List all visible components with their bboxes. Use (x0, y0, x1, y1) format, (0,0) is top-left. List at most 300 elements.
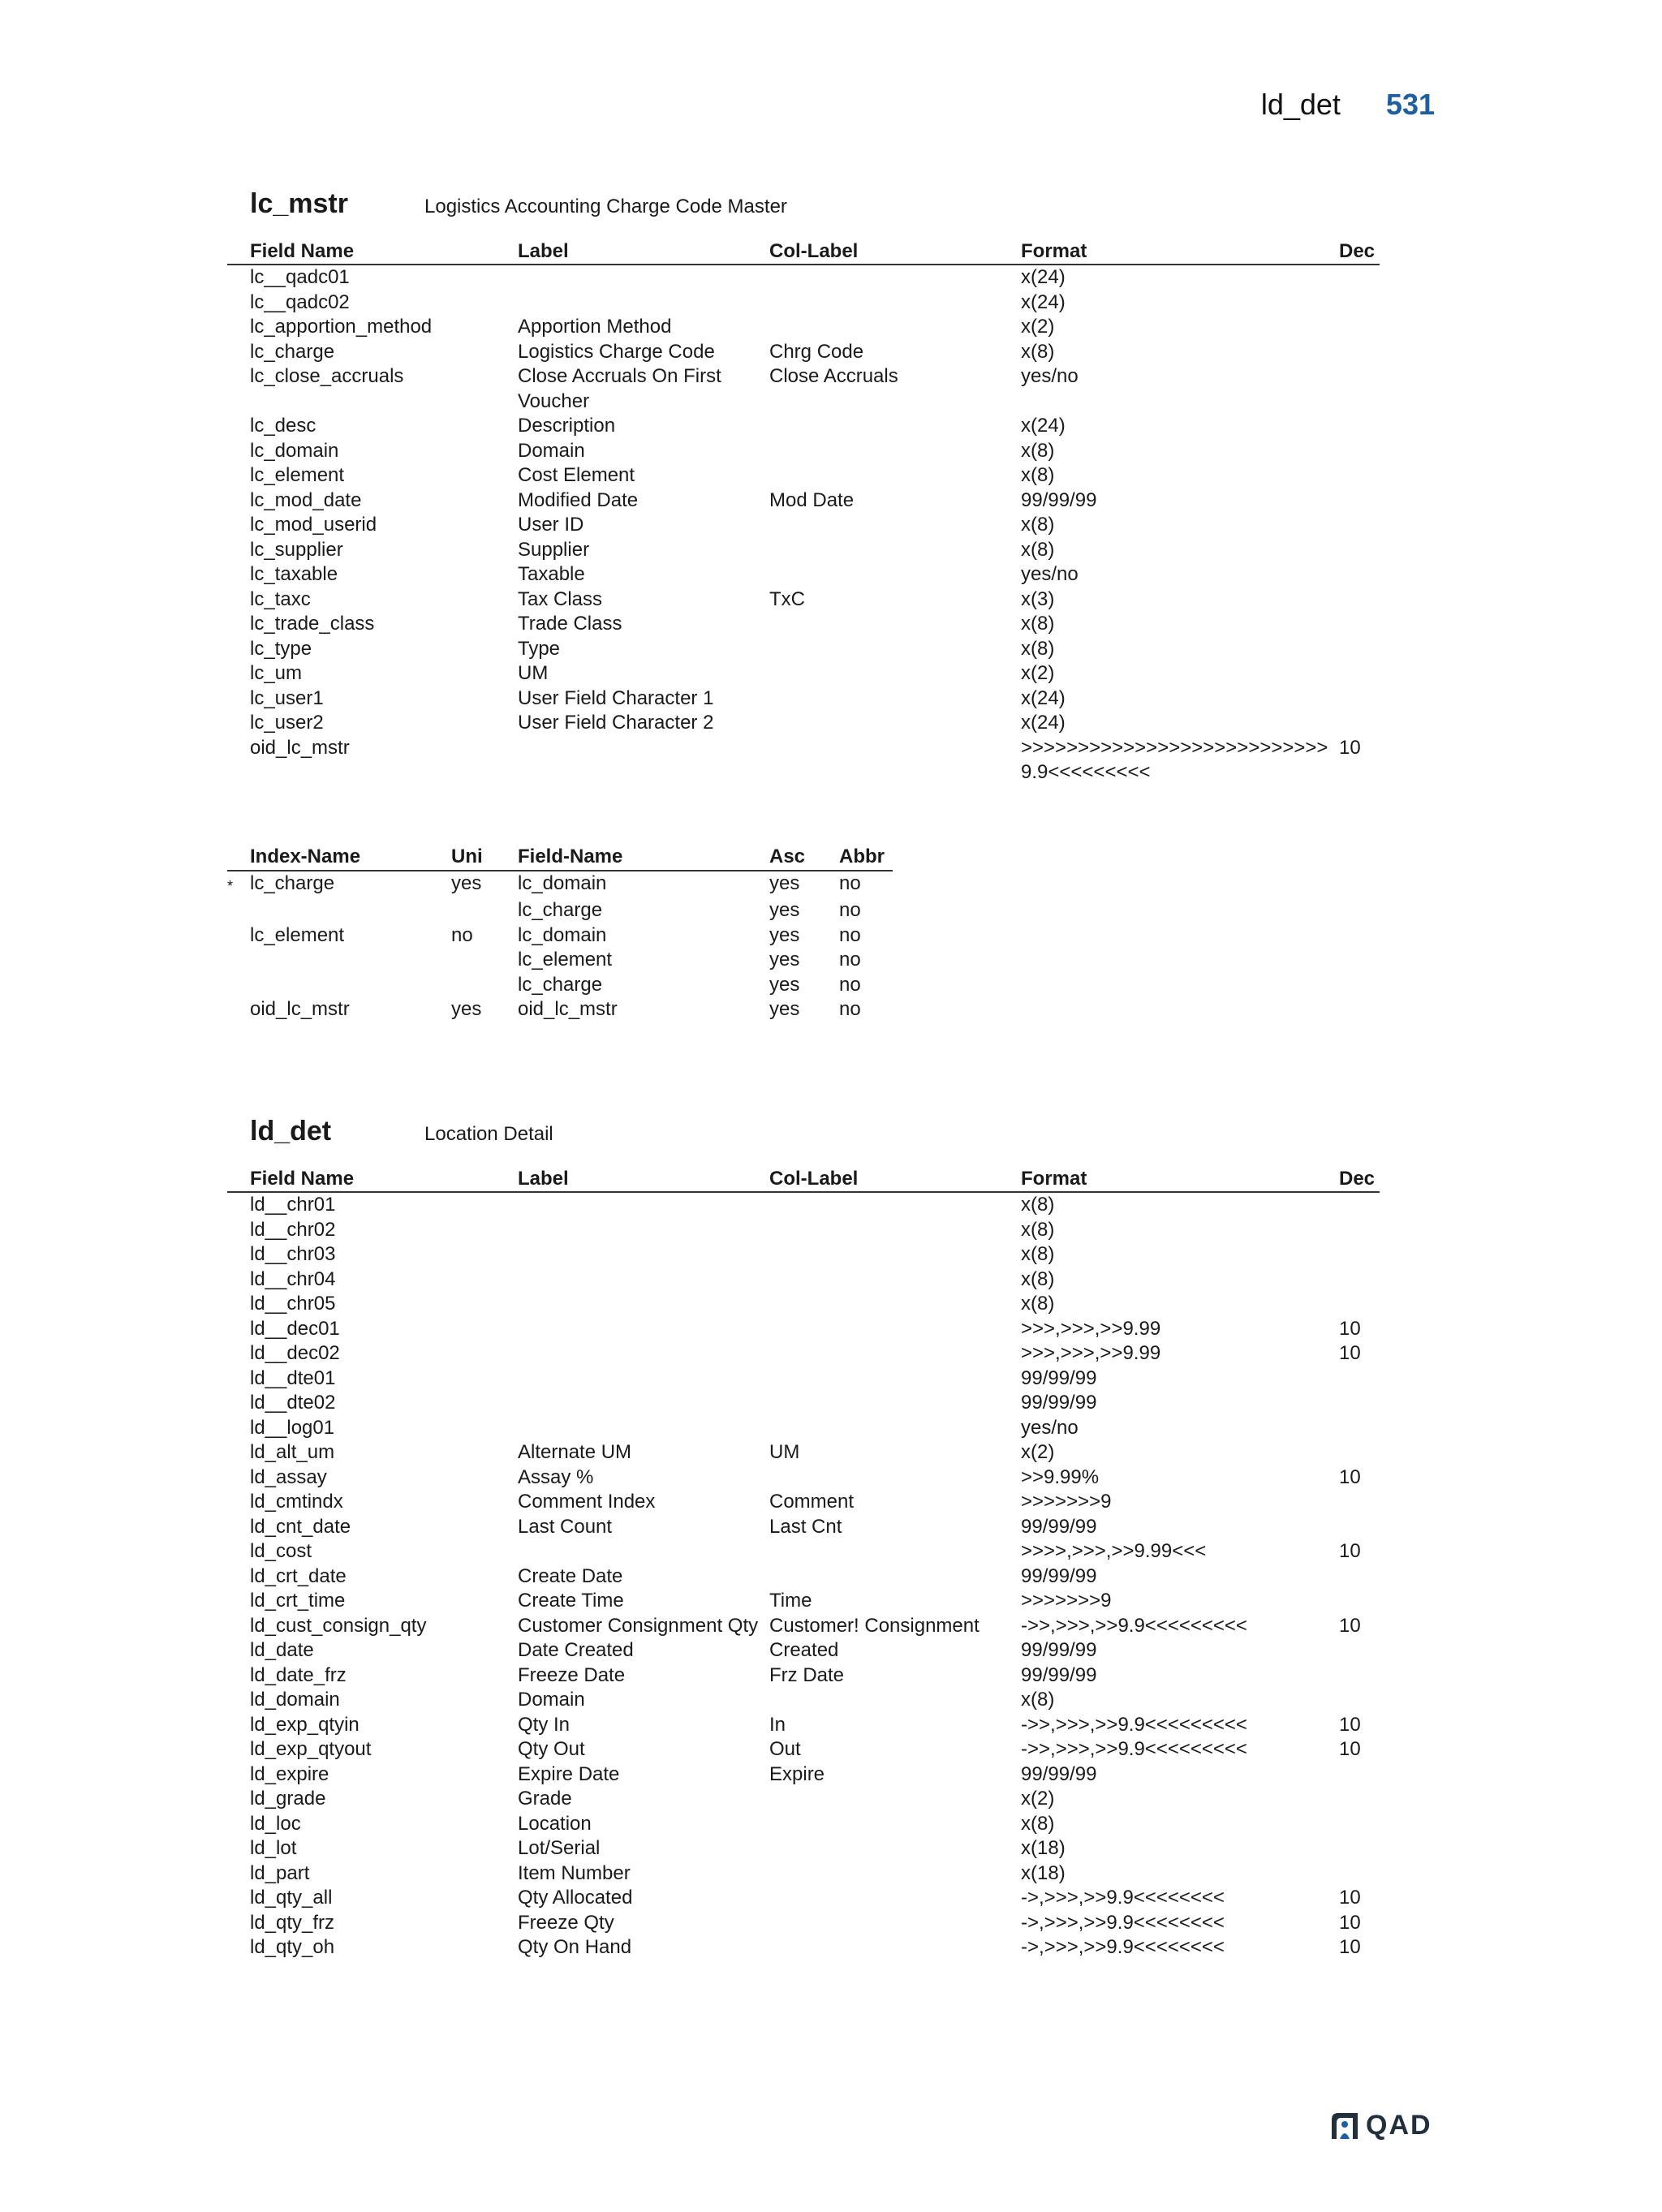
field-name-cell: ld__chr03 (250, 1243, 336, 1265)
table-row (227, 290, 1380, 316)
format-cell: x(8) (1021, 1293, 1055, 1315)
index-name-cell: oid_lc_mstr (250, 998, 350, 1020)
format-cell: ->>,>>>,>>9.9<<<<<<<<< (1021, 1614, 1247, 1637)
format-cell: x(8) (1021, 613, 1055, 635)
abbr-cell: no (839, 899, 861, 921)
format-cell: yes/no (1021, 365, 1079, 387)
format-cell: x(8) (1021, 340, 1055, 363)
label-cell: Qty On Hand (518, 1936, 632, 1958)
field-name-cell: lc_taxc (250, 587, 311, 610)
label-cell (518, 1317, 769, 1342)
row-spacer (227, 1292, 250, 1317)
format-cell: ->,>>>,>>9.9<<<<<<<< (1021, 1936, 1225, 1958)
row-spacer (227, 736, 250, 785)
primary-index-marker (227, 973, 250, 998)
row-spacer (227, 1713, 250, 1738)
dec-cell (1339, 1218, 1380, 1243)
row-spacer (227, 315, 250, 340)
format-cell: >>>>>>>>>>>>>>>>>>>>>>>>>>>9.9<<<<<<<<< (1021, 736, 1328, 783)
col-label-cell: Mod Date (769, 488, 855, 511)
table-row (227, 513, 1380, 538)
field-name-cell: lc_apportion_method (250, 316, 433, 338)
field-name-cell: ld_crt_time (250, 1590, 346, 1612)
header-spacer (227, 1165, 250, 1192)
dec-cell (1339, 1589, 1380, 1614)
dec-cell: 10 (1339, 1342, 1361, 1364)
row-spacer (227, 1589, 250, 1614)
field-name-cell: ld_alt_um (250, 1441, 335, 1463)
table-row (227, 1440, 1380, 1465)
field-name-cell: ld__log01 (250, 1416, 335, 1439)
format-cell: x(8) (1021, 1194, 1055, 1216)
row-spacer (227, 1935, 250, 1960)
col-label-cell: Out (769, 1738, 801, 1760)
dec-cell (1339, 1440, 1380, 1465)
table-row (227, 1762, 1380, 1788)
dec-cell (1339, 1787, 1380, 1812)
label-cell: Date Created (518, 1639, 634, 1661)
index-field-cell: lc_domain (518, 871, 607, 894)
field-name-cell: lc_user1 (250, 686, 324, 709)
row-spacer (227, 488, 250, 514)
dec-cell (1339, 1515, 1380, 1540)
dec-cell (1339, 1366, 1380, 1392)
col-label-cell (769, 1192, 1021, 1218)
row-spacer (227, 290, 250, 316)
label-cell: Item Number (518, 1861, 631, 1884)
field-name-cell: ld_qty_oh (250, 1936, 335, 1958)
table-row (227, 1564, 1380, 1590)
format-cell: yes/no (1021, 1416, 1079, 1439)
field-name-cell: ld_exp_qtyout (250, 1738, 372, 1760)
label-cell (518, 1391, 769, 1416)
table-row (227, 1416, 1380, 1441)
col-header-asc: Asc (769, 844, 839, 871)
dec-cell (1339, 290, 1380, 316)
dec-cell (1339, 1242, 1380, 1267)
table-row (227, 1911, 1380, 1936)
unique-cell (451, 973, 518, 998)
col-label-cell (769, 711, 1021, 736)
col-label-cell (769, 637, 1021, 662)
table-row (227, 1836, 1380, 1861)
field-name-cell: ld_expire (250, 1762, 329, 1785)
section-header (250, 188, 1380, 220)
format-cell: >>>>>>>9 (1021, 1590, 1112, 1612)
field-name-cell: ld_assay (250, 1465, 327, 1488)
dec-cell (1339, 1638, 1380, 1663)
field-name-cell: lc_supplier (250, 538, 343, 561)
dec-cell: 10 (1339, 1887, 1361, 1909)
col-label-cell (769, 1267, 1021, 1293)
col-label-cell (769, 463, 1021, 488)
col-label-cell: Time (769, 1590, 812, 1612)
format-cell: >>>>,>>>,>>9.99<<< (1021, 1540, 1207, 1562)
label-cell: Supplier (518, 538, 590, 561)
dec-cell (1339, 414, 1380, 439)
format-cell: ->,>>>,>>9.9<<<<<<<< (1021, 1887, 1225, 1909)
label-cell: Tax Class (518, 587, 603, 610)
dec-cell: 10 (1339, 1713, 1361, 1736)
label-cell: Qty Allocated (518, 1887, 633, 1909)
index-row (227, 997, 893, 1022)
row-spacer (227, 1688, 250, 1713)
table-row (227, 488, 1380, 514)
col-label-cell (769, 1861, 1021, 1887)
dec-cell (1339, 315, 1380, 340)
dec-cell: 10 (1339, 1465, 1361, 1488)
col-label-cell (769, 1366, 1021, 1392)
primary-index-marker (227, 997, 250, 1022)
col-label-cell (769, 1812, 1021, 1837)
dec-cell (1339, 513, 1380, 538)
col-label-cell (769, 612, 1021, 637)
row-spacer (227, 414, 250, 439)
format-cell: 99/99/99 (1021, 1663, 1097, 1686)
label-cell (518, 1292, 769, 1317)
label-cell: UM (518, 662, 549, 684)
index-name-cell: lc_charge (250, 871, 335, 894)
label-cell: Expire Date (518, 1762, 620, 1785)
row-spacer (227, 340, 250, 365)
row-spacer (227, 562, 250, 587)
label-cell: Create Date (518, 1564, 623, 1587)
col-label-cell (769, 1564, 1021, 1590)
col-label-cell: Expire (769, 1762, 825, 1785)
dec-cell (1339, 463, 1380, 488)
col-label-cell (769, 414, 1021, 439)
table-row (227, 1688, 1380, 1713)
format-cell: x(18) (1021, 1837, 1066, 1859)
field-name-cell: ld__chr04 (250, 1267, 336, 1290)
field-table (227, 238, 1380, 785)
primary-index-marker (227, 948, 250, 973)
row-spacer (227, 1614, 250, 1639)
label-cell (518, 1242, 769, 1267)
asc-cell: yes (769, 899, 800, 921)
col-label-cell (769, 1886, 1021, 1911)
label-cell (518, 1416, 769, 1441)
abbr-cell: no (839, 871, 861, 894)
table-row (227, 1515, 1380, 1540)
table-row (227, 1663, 1380, 1689)
dec-cell: 10 (1339, 1911, 1361, 1934)
label-cell: Customer Consignment Qty (518, 1614, 759, 1637)
qad-logo-icon (1328, 2111, 1361, 2141)
asc-cell: yes (769, 871, 800, 894)
field-name-cell: lc_um (250, 662, 303, 684)
index-row (227, 871, 893, 899)
field-name-cell: ld_cnt_date (250, 1515, 351, 1538)
label-cell (518, 290, 769, 316)
table-row (227, 711, 1380, 736)
label-cell: Qty Out (518, 1738, 585, 1760)
format-cell: x(3) (1021, 587, 1055, 610)
row-spacer (227, 661, 250, 686)
row-spacer (227, 1416, 250, 1441)
row-spacer (227, 1564, 250, 1590)
field-name-cell: ld__chr01 (250, 1194, 336, 1216)
field-name-cell: ld_lot (250, 1837, 297, 1859)
table-row (227, 1713, 1380, 1738)
table-row (227, 1292, 1380, 1317)
row-spacer (227, 1242, 250, 1267)
col-header-col-label: Col-Label (769, 1165, 1021, 1192)
col-label-cell (769, 1935, 1021, 1960)
table-row (227, 1812, 1380, 1837)
col-header-format: Format (1021, 1165, 1339, 1192)
table-row (227, 1366, 1380, 1392)
dec-cell (1339, 364, 1380, 414)
primary-index-marker: * (227, 877, 234, 894)
format-cell: x(8) (1021, 1689, 1055, 1711)
label-cell: Qty In (518, 1713, 571, 1736)
table-row (227, 1737, 1380, 1762)
col-label-cell: Customer! Consignment (769, 1614, 980, 1637)
format-cell: >>9.99% (1021, 1465, 1100, 1488)
field-name-cell: ld_qty_frz (250, 1911, 335, 1934)
format-cell: x(8) (1021, 538, 1055, 561)
label-cell: Trade Class (518, 613, 622, 635)
col-label-cell (769, 265, 1021, 290)
field-table (227, 1165, 1380, 1960)
table-row (227, 1267, 1380, 1293)
label-cell (518, 1539, 769, 1564)
row-spacer (227, 612, 250, 637)
index-name-cell (250, 973, 451, 998)
unique-cell: yes (451, 998, 482, 1020)
dec-cell (1339, 587, 1380, 613)
dec-cell (1339, 1192, 1380, 1218)
col-label-cell (769, 562, 1021, 587)
format-cell: x(24) (1021, 266, 1066, 288)
label-cell: Description (518, 415, 616, 437)
format-cell: >>>,>>>,>>9.99 (1021, 1317, 1161, 1340)
dec-cell (1339, 1564, 1380, 1590)
field-name-cell: ld_loc (250, 1812, 301, 1835)
col-label-cell: TxC (769, 587, 805, 610)
format-cell: ->>,>>>,>>9.9<<<<<<<<< (1021, 1713, 1247, 1736)
col-label-cell (769, 1836, 1021, 1861)
table-row (227, 1787, 1380, 1812)
field-name-cell: lc_trade_class (250, 613, 375, 635)
dec-cell (1339, 1292, 1380, 1317)
label-cell: Domain (518, 439, 585, 462)
field-name-cell: lc_domain (250, 439, 339, 462)
table-row (227, 1465, 1380, 1491)
label-cell: Grade (518, 1788, 572, 1810)
field-name-cell: lc_close_accruals (250, 365, 404, 387)
field-name-cell: ld_date (250, 1639, 314, 1661)
format-cell: ->,>>>,>>9.9<<<<<<<< (1021, 1911, 1225, 1934)
row-spacer (227, 587, 250, 613)
label-cell: Location (518, 1812, 592, 1835)
col-label-cell (769, 1341, 1021, 1366)
field-name-cell: ld__dec02 (250, 1342, 340, 1364)
col-label-cell (769, 1242, 1021, 1267)
row-spacer (227, 439, 250, 464)
format-cell: 99/99/99 (1021, 1366, 1097, 1389)
index-row (227, 898, 893, 923)
section-title: ld_det (250, 1116, 332, 1147)
field-name-cell: lc_type (250, 637, 312, 660)
col-label-cell (769, 736, 1021, 785)
col-label-cell: Last Cnt (769, 1515, 842, 1538)
field-table-body (227, 265, 1380, 785)
label-cell: Modified Date (518, 488, 639, 511)
row-spacer (227, 265, 250, 290)
index-field-cell: oid_lc_mstr (518, 998, 618, 1020)
col-label-cell (769, 538, 1021, 563)
field-name-cell: lc_mod_date (250, 488, 362, 511)
field-name-cell: lc_user2 (250, 712, 324, 734)
table-row (227, 1861, 1380, 1887)
table-row (227, 463, 1380, 488)
format-cell: x(2) (1021, 662, 1055, 684)
field-name-cell: lc__qadc01 (250, 266, 350, 288)
label-cell: User Field Character 2 (518, 712, 714, 734)
row-spacer (227, 538, 250, 563)
label-cell (518, 1267, 769, 1293)
col-label-cell (769, 1391, 1021, 1416)
format-cell: ->>,>>>,>>9.9<<<<<<<<< (1021, 1738, 1247, 1760)
col-label-cell (769, 513, 1021, 538)
row-spacer (227, 1539, 250, 1564)
dec-cell (1339, 1416, 1380, 1441)
col-header-field-name: Field Name (250, 238, 518, 265)
table-row (227, 340, 1380, 365)
field-name-cell: lc_charge (250, 340, 335, 363)
label-cell: Last Count (518, 1515, 613, 1538)
table-row (227, 1218, 1380, 1243)
table-row (227, 1589, 1380, 1614)
dec-cell (1339, 1391, 1380, 1416)
dec-cell (1339, 1663, 1380, 1689)
field-name-cell: ld_exp_qtyin (250, 1713, 360, 1736)
header-spacer (227, 238, 250, 265)
field-name-cell: lc__qadc02 (250, 290, 350, 313)
col-header-label: Label (518, 238, 769, 265)
table-row (227, 1192, 1380, 1218)
section-description: Location Detail (424, 1123, 553, 1145)
field-name-cell: ld__chr02 (250, 1218, 336, 1241)
format-cell: x(8) (1021, 439, 1055, 462)
format-cell: x(8) (1021, 1243, 1055, 1265)
col-label-cell (769, 1787, 1021, 1812)
label-cell: Taxable (518, 563, 585, 585)
section-description: Logistics Accounting Charge Code Master (424, 196, 787, 217)
table-row (227, 1391, 1380, 1416)
qad-logo (1328, 2110, 1432, 2141)
row-spacer (227, 1836, 250, 1861)
primary-index-marker (227, 898, 250, 923)
abbr-cell: no (839, 998, 861, 1020)
col-label-cell (769, 1292, 1021, 1317)
format-cell: >>>,>>>,>>9.99 (1021, 1342, 1161, 1364)
unique-cell: no (451, 923, 473, 946)
label-cell (518, 265, 769, 290)
running-head-title: ld_det (1260, 88, 1341, 121)
row-spacer (227, 1787, 250, 1812)
row-spacer (227, 1812, 250, 1837)
format-cell: 99/99/99 (1021, 1515, 1097, 1538)
unique-cell (451, 898, 518, 923)
col-label-cell (769, 1539, 1021, 1564)
dec-cell (1339, 340, 1380, 365)
col-header-dec: Dec (1339, 1165, 1380, 1192)
row-spacer (227, 686, 250, 712)
format-cell: 99/99/99 (1021, 488, 1097, 511)
dec-cell (1339, 661, 1380, 686)
field-name-cell: ld__dec01 (250, 1317, 340, 1340)
format-cell: x(24) (1021, 290, 1066, 313)
dec-cell (1339, 1267, 1380, 1293)
table-row (227, 1539, 1380, 1564)
col-label-cell (769, 315, 1021, 340)
dec-cell (1339, 439, 1380, 464)
header-spacer (227, 844, 250, 871)
col-label-cell (769, 1688, 1021, 1713)
format-cell: 99/99/99 (1021, 1762, 1097, 1785)
col-label-cell (769, 1317, 1021, 1342)
table-row (227, 612, 1380, 637)
unique-cell (451, 948, 518, 973)
index-name-cell (250, 948, 451, 973)
abbr-cell: no (839, 973, 861, 996)
col-label-cell (769, 290, 1021, 316)
label-cell: Apportion Method (518, 316, 672, 338)
label-cell (518, 1192, 769, 1218)
table-section-lc-mstr (227, 188, 1380, 1022)
row-spacer (227, 1391, 250, 1416)
dec-cell (1339, 1688, 1380, 1713)
col-label-cell: Chrg Code (769, 340, 864, 363)
dec-cell (1339, 711, 1380, 736)
index-table (227, 844, 893, 1022)
field-name-cell: ld_part (250, 1861, 310, 1884)
label-cell: Domain (518, 1689, 585, 1711)
dec-cell: 10 (1339, 736, 1361, 759)
format-cell: x(2) (1021, 316, 1055, 338)
dec-cell: 10 (1339, 1614, 1361, 1637)
dec-cell: 10 (1339, 1936, 1361, 1958)
row-spacer (227, 1886, 250, 1911)
label-cell (518, 736, 769, 785)
col-header-format: Format (1021, 238, 1339, 265)
col-label-cell: Close Accruals (769, 365, 898, 387)
index-row (227, 948, 893, 973)
unique-cell: yes (451, 871, 482, 894)
dec-cell (1339, 265, 1380, 290)
index-field-cell: lc_element (518, 949, 613, 970)
asc-cell: yes (769, 973, 800, 996)
row-spacer (227, 1465, 250, 1491)
row-spacer (227, 1861, 250, 1887)
table-row (227, 538, 1380, 563)
row-spacer (227, 1737, 250, 1762)
format-cell: x(24) (1021, 415, 1066, 437)
format-cell: x(24) (1021, 686, 1066, 709)
index-row (227, 973, 893, 998)
col-header-field-name: Field-Name (518, 844, 769, 871)
table-row (227, 587, 1380, 613)
table-row (227, 736, 1380, 785)
dec-cell (1339, 686, 1380, 712)
col-label-cell (769, 1911, 1021, 1936)
row-spacer (227, 1341, 250, 1366)
format-cell: x(18) (1021, 1861, 1066, 1884)
field-name-cell: ld__dte02 (250, 1392, 336, 1414)
